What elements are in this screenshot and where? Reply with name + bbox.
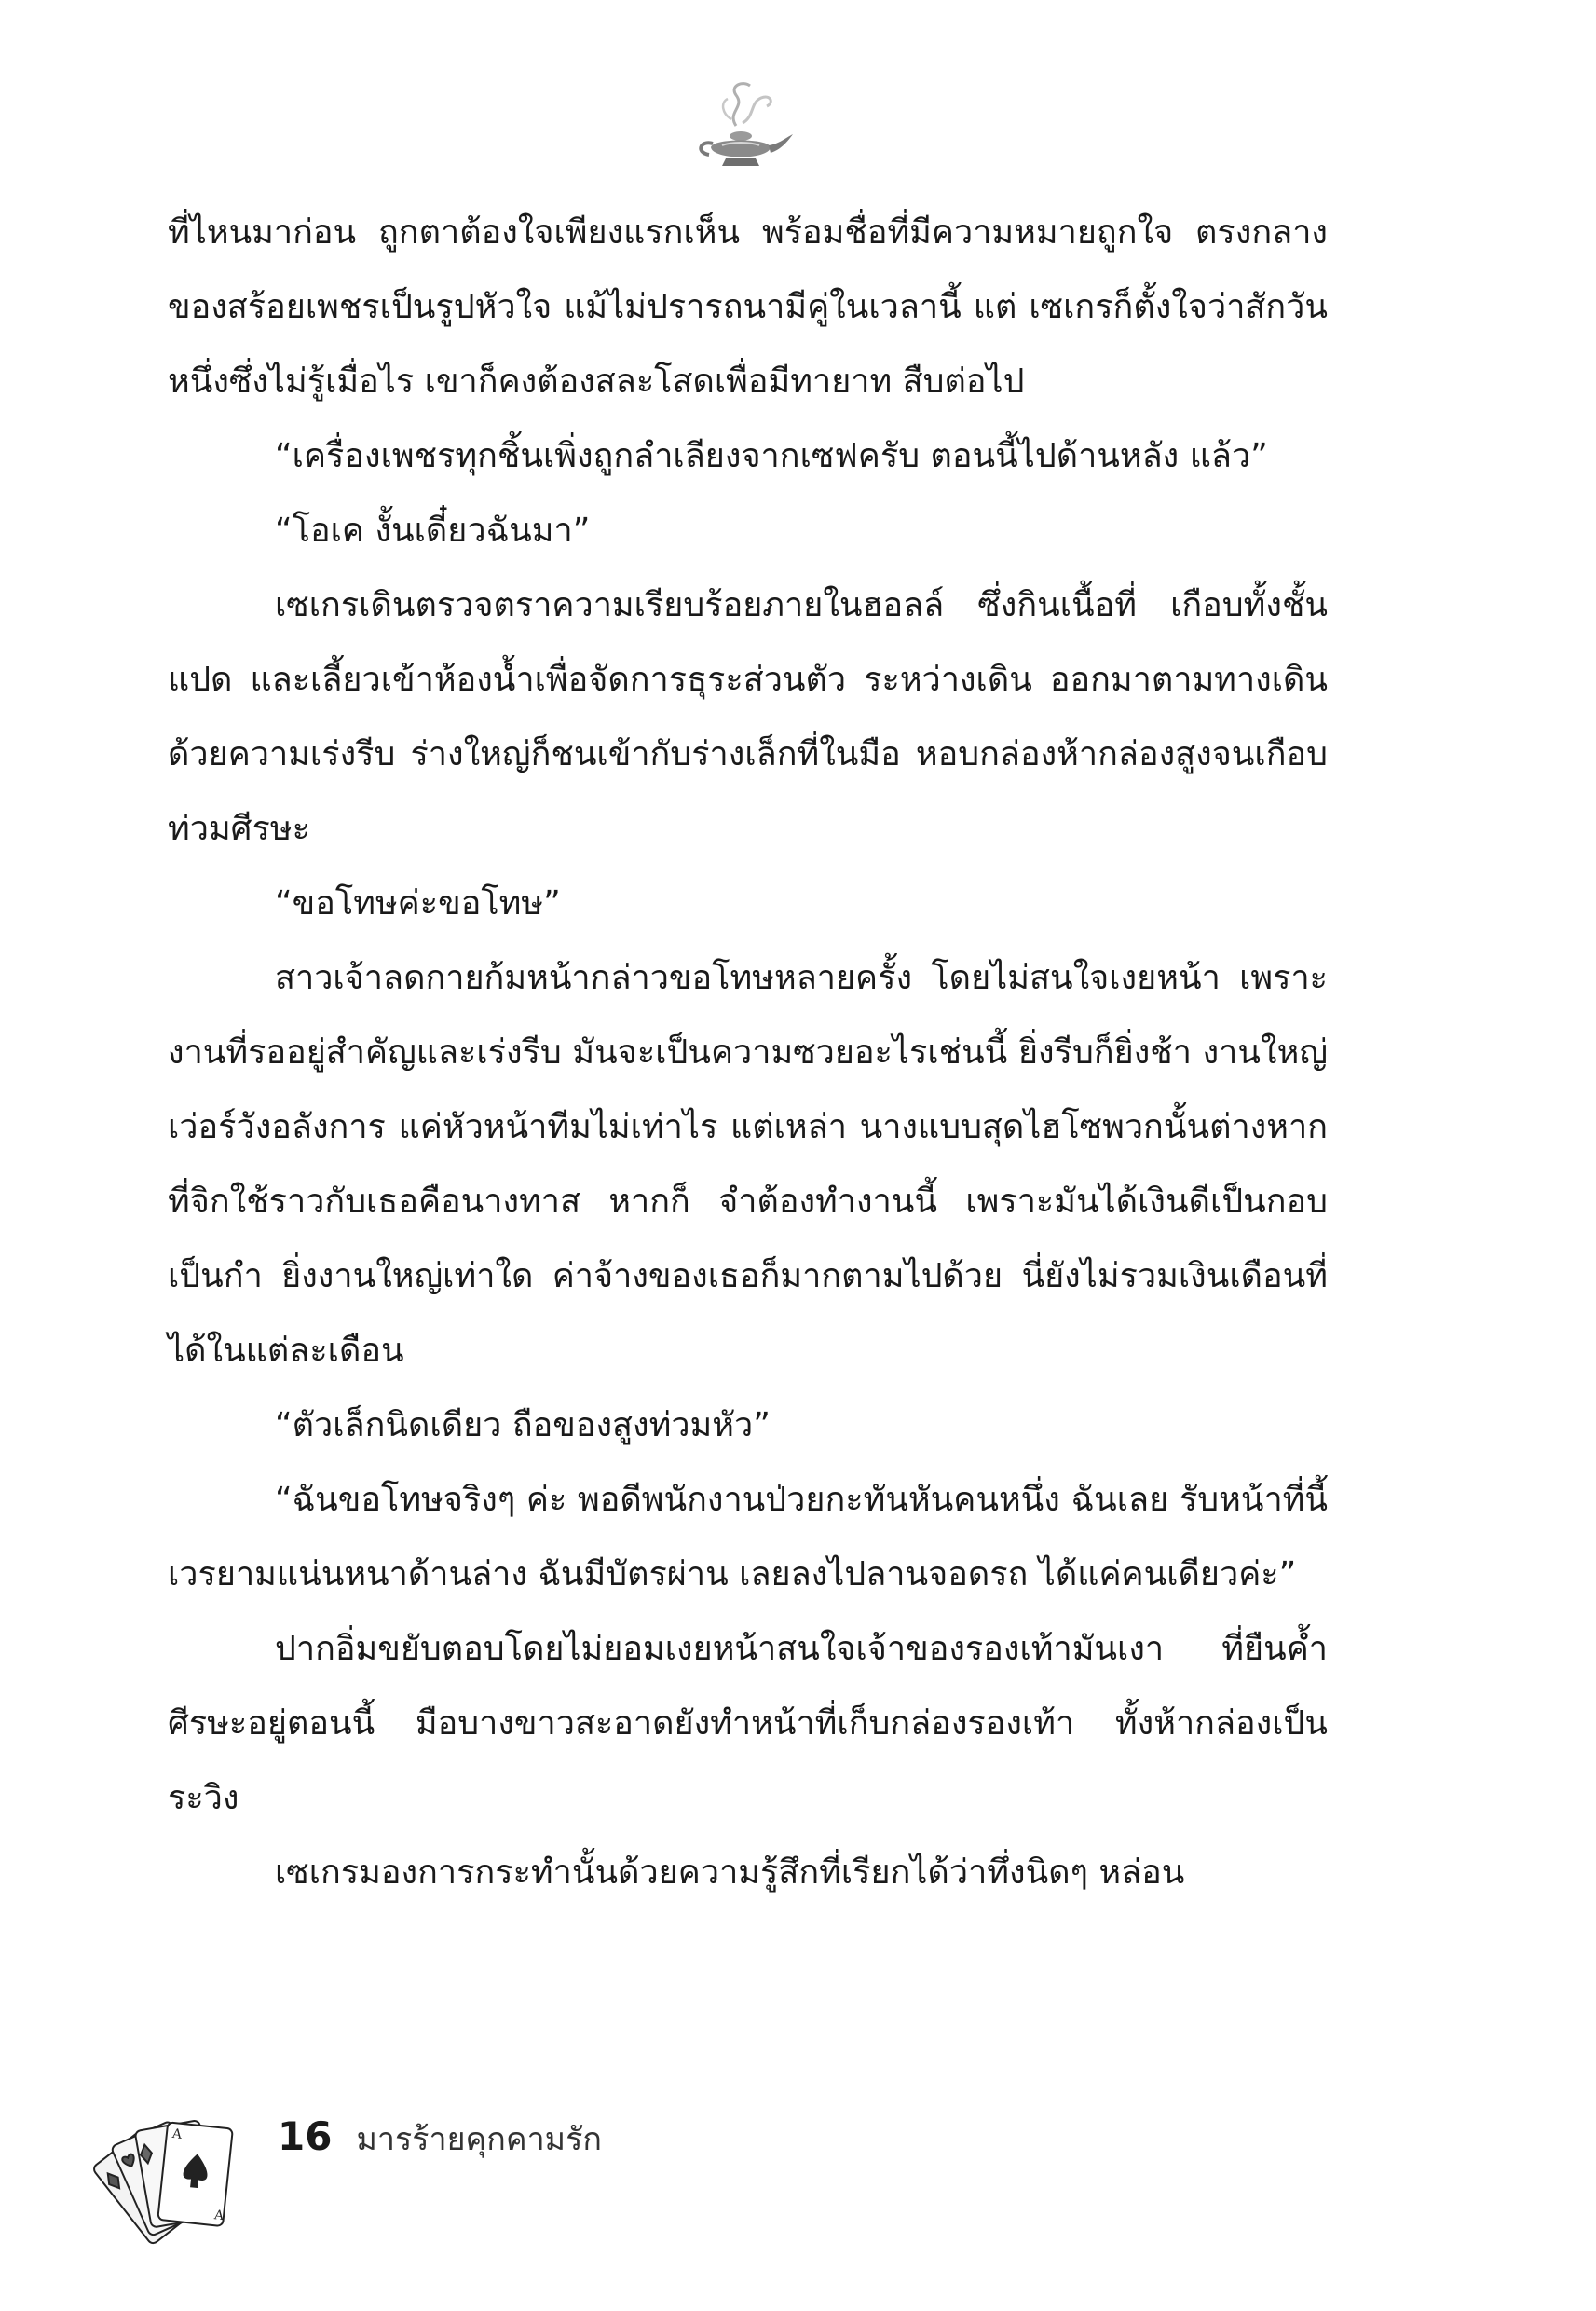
svg-text:A: A <box>213 2208 225 2224</box>
book-title: มารร้ายคุกคามรัก <box>356 2121 602 2158</box>
magic-lamp-icon <box>685 75 797 177</box>
page-body <box>168 196 1328 1910</box>
paragraph: ที่ไหนมาก่อน ถูกตาต้องใจเพียงแรกเห็น พร้อมชื่อที่มีความหมายถูกใจ ตรงกลางของสร้อยเพชรเป็นรูปหัวใจ แม้ไม่ปรารถนามีคู่ในเวลานี้ แต่ เซเกรก็ตั้งใจว่าสักวันหนึ่งซึ่งไม่รู้เมื่อไร เขาก็คงต้องสละโสดเพื่อมีทายาท สืบต่อไป <box>168 213 1328 401</box>
paragraph: ปากอิ่มขยับตอบโดยไม่ยอมเงยหน้าสนใจเจ้าของรองเท้ามันเงา ที่ยืนค้ำศีรษะอยู่ตอนนี้ มือบางขาวสะอาดยังทำหน้าที่เก็บกล่องรองเท้า ทั้งห้ากล่องเป็นระวิง <box>168 1630 1328 1817</box>
paragraph: สาวเจ้าลดกายก้มหน้ากล่าวขอโทษหลายครั้ง โดยไม่สนใจเงยหน้า เพราะงานที่รออยู่สำคัญและเร่งรีบ มันจะเป็นความซวยอะไรเช่นนี้ ยิ่งรีบก็ยิ่งช้า งานใหญ่เว่อร์วังอลังการ แค่หัวหน้าทีมไม่เท่าไร แต่เหล่า นางแบบสุดไฮโซพวกนั้นต่างหากที่จิกใช้ราวกับเธอคือนางทาส หากก็ จำต้องทำงานนี้ เพราะมันได้เงินดีเป็นกอบเป็นกำ ยิ่งงานใหญ่เท่าใด ค่าจ้างของเธอก็มากตามไปด้วย นี่ยังไม่รวมเงินเดือนที่ได้ในแต่ละเดือน <box>168 959 1328 1370</box>
paragraph: เซเกรเดินตรวจตราความเรียบร้อยภายในฮอลล์ ซึ่งกินเนื้อที่ เกือบทั้งชั้นแปด และเลี้ยวเข้าห้องน้ำเพื่อจัดการธุระส่วนตัว ระหว่างเดิน ออกมาตามทางเดินด้วยความเร่งรีบ ร่างใหญ่ก็ชนเข้ากับร่างเล็กที่ในมือ หอบกล่องห้ากล่องสูงจนเกือบท่วมศีรษะ <box>168 586 1328 848</box>
paragraph: “ขอโทษค่ะขอโทษ” <box>275 884 561 923</box>
paragraph: “เครื่องเพชรทุกชิ้นเพิ่งถูกลำเลียงจากเซฟครับ ตอนนี้ไปด้านหลัง แล้ว” <box>275 437 1268 475</box>
paragraph: “ตัวเล็กนิดเดียว ถือของสูงท่วมหัว” <box>275 1406 771 1444</box>
paragraph: เซเกรมองการกระทำนั้นด้วยความรู้สึกที่เรียกได้ว่าทึ่งนิดๆ หล่อน <box>275 1853 1185 1892</box>
svg-text:A: A <box>171 2126 183 2142</box>
page-number: 16 <box>278 2113 333 2159</box>
paragraph: “โอเค งั้นเดี๋ยวฉันมา” <box>275 512 591 550</box>
paragraph: “ฉันขอโทษจริงๆ ค่ะ พอดีพนักงานป่วยกะทันหันคนหนึ่ง ฉันเลย รับหน้าที่นี้ เวรยามแน่นหนาด้านล่าง ฉันมีบัตรผ่าน เลยลงไปลานจอดรถ ได้แค่คนเดียวค่ะ” <box>168 1481 1328 1593</box>
page-footer <box>278 2113 602 2164</box>
playing-cards-icon <box>84 2092 266 2260</box>
